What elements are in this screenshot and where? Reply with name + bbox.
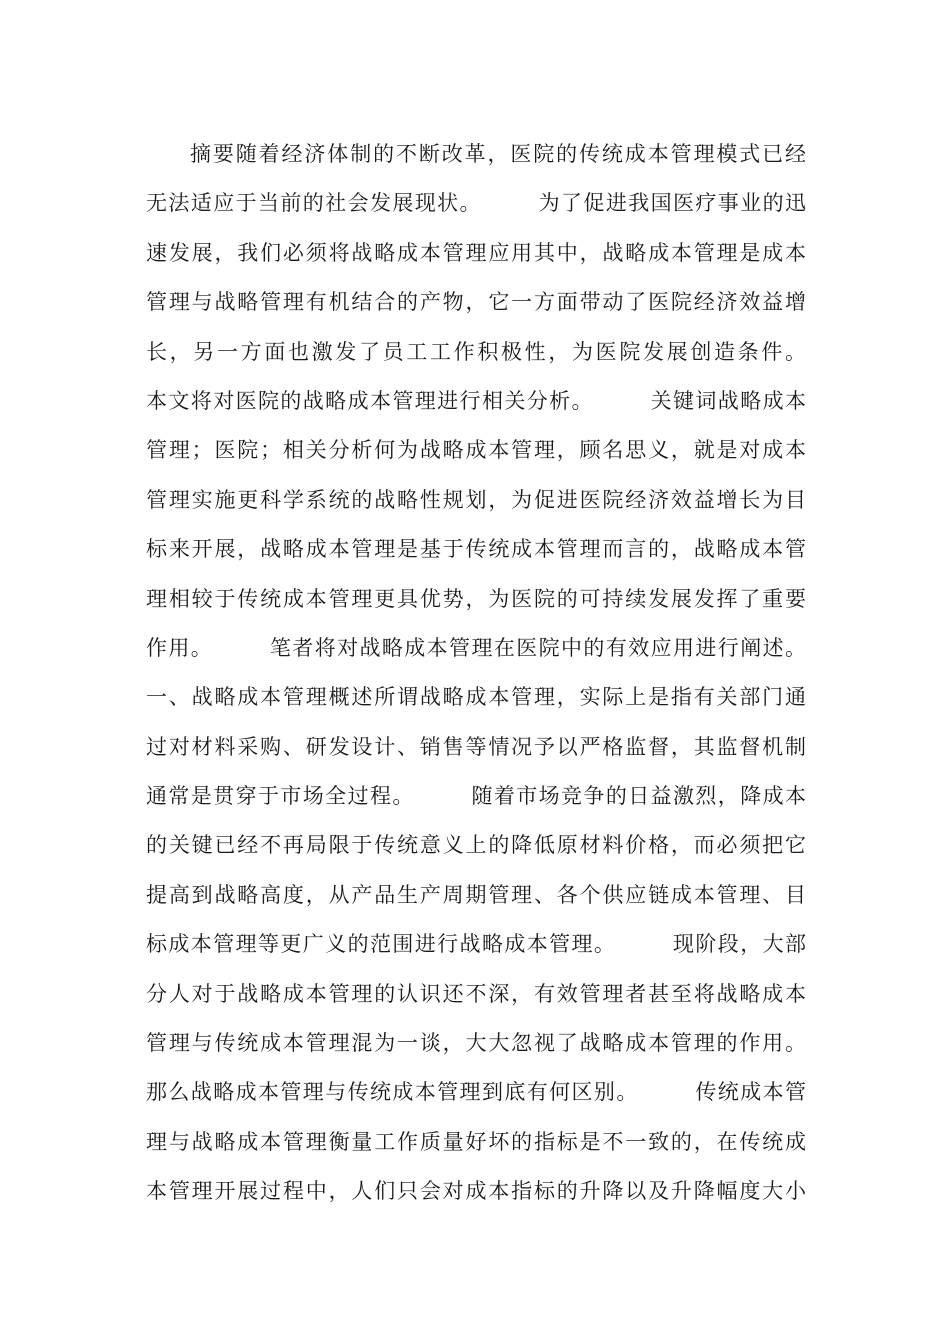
- text-line: 分人对于战略成本管理的认识还不深，有效管理者甚至将战略成本: [146, 981, 806, 1006]
- text-line: 管理与传统成本管理混为一谈，大大忽视了战略成本管理的作用。: [146, 1031, 806, 1056]
- text-line: 的关键已经不再局限于传统意义上的降低原材料价格，而必须把它: [146, 833, 806, 858]
- text-line: 理相较于传统成本管理更具优势，为医院的可持续发展发挥了重要: [146, 586, 806, 611]
- text-line: 本文将对医院的战略成本管理进行相关分析。 关键词战略成本: [146, 388, 806, 413]
- text-line: 过对材料采购、研发设计、销售等情况予以严格监督，其监督机制: [146, 734, 806, 759]
- text-line: 速发展，我们必须将战略成本管理应用其中，战略成本管理是成本: [146, 240, 806, 265]
- text-line: 提高到战略高度，从产品生产周期管理、各个供应链成本管理、目: [146, 882, 806, 907]
- text-line: 通常是贯穿于市场全过程。 随着市场竞争的日益激烈，降成本: [146, 784, 806, 809]
- body-text: [146, 130, 806, 1217]
- text-line: 本管理开展过程中，人们只会对成本指标的升降以及升降幅度大小: [146, 1179, 806, 1204]
- text-line: 无法适应于当前的社会发展现状。 为了促进我国医疗事业的迅: [146, 191, 806, 216]
- text-line: 标成本管理等更广义的范围进行战略成本管理。 现阶段，大部: [146, 932, 806, 957]
- text-line: 作用。 笔者将对战略成本管理在医院中的有效应用进行阐述。: [146, 635, 806, 660]
- text-line: 管理与战略管理有机结合的产物，它一方面带动了医院经济效益增: [146, 290, 806, 315]
- text-line: 长，另一方面也激发了员工工作积极性，为医院发展创造条件。: [146, 339, 806, 364]
- text-line: 管理；医院；相关分析何为战略成本管理，顾名思义，就是对成本: [146, 438, 806, 463]
- text-line: 理与战略成本管理衡量工作质量好坏的指标是不一致的，在传统成: [146, 1129, 806, 1154]
- text-line: 那么战略成本管理与传统成本管理到底有何区别。 传统成本管: [146, 1080, 806, 1105]
- text-line: 摘要随着经济体制的不断改革，医院的传统成本管理模式已经: [190, 142, 806, 166]
- text-line: 标来开展，战略成本管理是基于传统成本管理而言的，战略成本管: [146, 537, 806, 562]
- text-line: 管理实施更科学系统的战略性规划，为促进医院经济效益增长为目: [146, 487, 806, 512]
- text-line: 一、战略成本管理概述所谓战略成本管理，实际上是指有关部门通: [146, 685, 806, 710]
